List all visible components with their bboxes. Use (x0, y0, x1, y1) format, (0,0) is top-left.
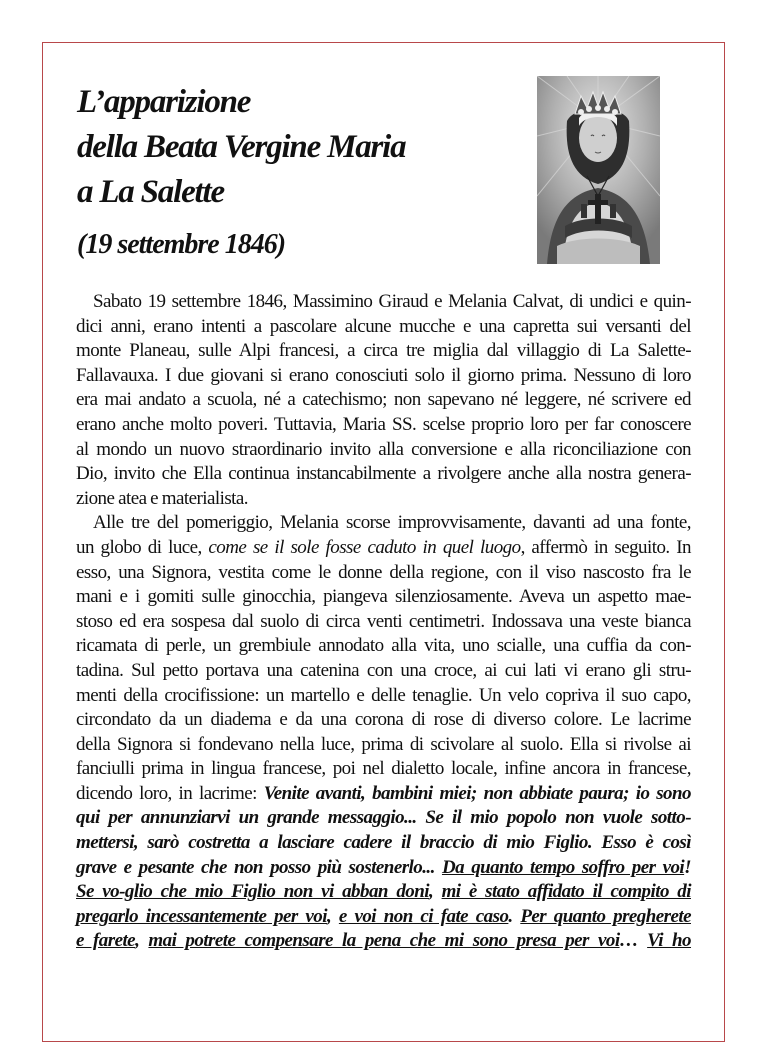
text-line: era mai andato a scuola, né a catechismo; non sapevano né leggere, né scrivere ed (76, 389, 691, 411)
text-line: della Signora si fondevano nella luce, prima di scivolare al suolo. Ella si rivolse ai (76, 733, 691, 755)
text-line: mani e i gomiti sulle ginocchia, piangeva silenziosamente. Aveva un aspetto mae- (76, 586, 691, 608)
quote-line (76, 929, 691, 954)
text-line: menti della crocifissione: un martello e delle tenaglie. Un velo copriva il suo capo, (76, 684, 691, 706)
quote-run: grave e pesante che non posso più sostenerlo... (76, 856, 442, 878)
text-line: Dio, invito che Ella continua instancabilmente a rivolgere anche alla nostra genera- (76, 463, 691, 485)
title-line-3: a La Salette (77, 174, 224, 210)
quote-line (76, 905, 691, 930)
quote-underlined: e farete (76, 930, 136, 952)
quote-run: … (619, 930, 648, 952)
title-line-2: della Beata Vergine Maria (77, 129, 406, 165)
text-line: Fallavauxa. I due giovani si erano conosciuti solo il giorno prima. Nessuno di loro (76, 364, 691, 386)
quote-run: , (326, 905, 339, 927)
text-line: erano anche molto poveri. Tuttavia, Maria SS. scelse proprio loro per far conoscere (76, 413, 691, 435)
quote-underlined: Se vo-glio che mio Figlio non vi abban doni (76, 881, 429, 903)
text-run: dicendo loro, in lacrime: (76, 782, 264, 804)
quote-run: , (428, 881, 442, 903)
quote-run: ! (684, 856, 691, 878)
quote-line: mettersi, sarò costretta a lasciare cadere il braccio di mio Figlio. Esso è così (76, 832, 691, 854)
text-line: circondato da un diadema e da una corona di rose di diverso colore. Le lacrime (76, 709, 691, 731)
quote-run: , (135, 930, 149, 952)
quote-underlined: mai potrete compensare la pena che mi sono presa per voi (148, 930, 620, 952)
quote-bold-italic: Venite avanti, bambini miei; non abbiate paura; io sono (263, 782, 691, 804)
text-line: ricamata di perle, un grembiule annodato alla vita, uno scialle, una cuffia da con- (76, 635, 691, 657)
quote-italic: come se il sole fosse caduto in quel luogo (208, 536, 521, 558)
text-line: zione atea e materialista. (76, 487, 248, 509)
text-line: Alle tre del pomeriggio, Melania scorse improvvisamente, davanti ad una fonte, (93, 512, 691, 534)
text-line (76, 536, 691, 561)
quote-underlined: pregarlo incessantemente per voi (76, 905, 327, 927)
text-line: dici anni, erano intenti a pascolare alcune mucche e una capretta sui versanti del (76, 315, 691, 337)
quote-line (76, 856, 691, 881)
text-line: esso, una Signora, vestita come le donne della regione, con il viso nascosto fra le (76, 561, 691, 583)
quote-underlined: e voi non ci fate caso (338, 905, 509, 927)
quote-line (76, 880, 691, 905)
article-date: (19 settembre 1846) (77, 229, 286, 260)
text-line: stoso ed era sospesa dal suolo di circa venti centimetri. Indossava una veste bianca (76, 610, 691, 632)
text-line: al mondo un nuovo straordinario invito alla conversione e alla riconciliazione con (76, 438, 691, 460)
article-body (76, 290, 691, 954)
text-line: tadina. Sul petto portava una catenina con una croce, ai cui lati vi erano gli stru- (76, 659, 691, 681)
title-line-1: L’apparizione (77, 84, 251, 120)
quote-underlined: Da quanto tempo soffro per voi (441, 856, 685, 878)
quote-run: . (508, 905, 521, 927)
text-line: fanciulli prima in lingua francese, poi nel dialetto locale, infine ancora in francese, (76, 758, 691, 780)
quote-underlined: mi è stato affidato il compito di (441, 881, 691, 903)
quote-underlined: Vi ho (647, 930, 692, 952)
madonna-portrait (537, 76, 660, 264)
quote-underlined: Per quanto pregherete (520, 905, 691, 927)
text-line (76, 782, 691, 807)
article-title (77, 80, 507, 215)
text-run: un globo di luce, (76, 536, 209, 558)
text-line: Sabato 19 settembre 1846, Massimino Giraud e Melania Calvat, di undici e quin- (93, 291, 691, 312)
quote-line: qui per annunziarvi un grande messaggio... Se il mio popolo non vuole sotto- (76, 807, 691, 829)
text-line: monte Planeau, sulle Alpi francesi, a circa tre miglia dal villaggio di La Salette- (76, 340, 691, 362)
text-run: , affermò in seguito. In (520, 536, 691, 558)
